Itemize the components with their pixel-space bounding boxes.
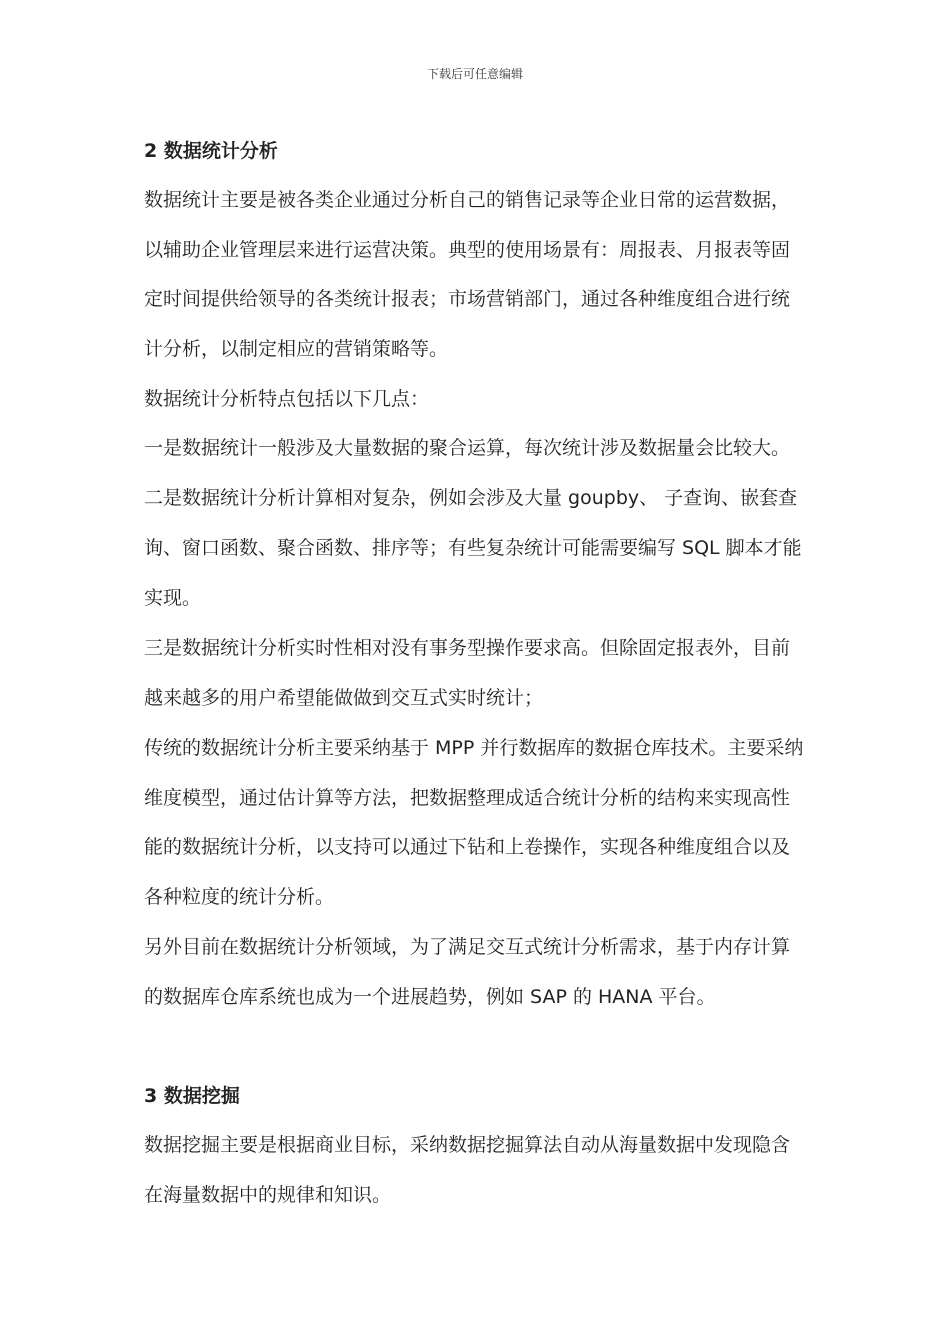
paragraph-line: 在海量数据中的规律和知识。 (144, 1184, 392, 1206)
paragraph-line: 各种粒度的统计分析。 (144, 886, 335, 908)
paragraph-line: 三是数据统计分析实时性相对没有事务型操作要求高。但除固定报表外，目前 (144, 637, 791, 659)
paragraph-line: 二是数据统计分析计算相对复杂，例如会涉及大量 goupby、 子查询、嵌套查 (144, 487, 798, 509)
paragraph-line: 计分析，以制定相应的营销策略等。 (144, 338, 449, 360)
section-heading-data-mining: 3 数据挖掘 (144, 1085, 240, 1107)
paragraph-line: 数据挖掘主要是根据商业目标，采纳数据挖掘算法自动从海量数据中发现隐含 (144, 1134, 791, 1156)
section-heading-statistics: 2 数据统计分析 (144, 140, 278, 162)
paragraph-line: 的数据库仓库系统也成为一个进展趋势，例如 SAP 的 HANA 平台。 (144, 986, 716, 1008)
paragraph-line: 以辅助企业管理层来进行运营决策。典型的使用场景有：周报表、月报表等固 (144, 239, 791, 261)
paragraph-line: 维度模型，通过估计算等方法，把数据整理成适合统计分析的结构来实现高性 (144, 787, 791, 809)
paragraph-line: 传统的数据统计分析主要采纳基于 MPP 并行数据库的数据仓库技术。主要采纳 (144, 737, 804, 759)
paragraph-line: 数据统计分析特点包括以下几点： (144, 388, 430, 410)
paragraph-line: 实现。 (144, 587, 202, 609)
paragraph-line: 询、窗口函数、聚合函数、排序等；有些复杂统计可能需要编写 SQL 脚本才能 (144, 537, 802, 559)
paragraph-line: 能的数据统计分析，以支持可以通过下钻和上卷操作，实现各种维度组合以及 (144, 836, 791, 858)
paragraph-line: 一是数据统计一般涉及大量数据的聚合运算，每次统计涉及数据量会比较大。 (144, 437, 791, 459)
page-header-note: 下载后可任意编辑 (426, 67, 523, 81)
paragraph-line: 越来越多的用户希望能做做到交互式实时统计； (144, 687, 544, 709)
paragraph-line: 定时间提供给领导的各类统计报表；市场营销部门，通过各种维度组合进行统 (144, 288, 791, 310)
paragraph-line: 另外目前在数据统计分析领域，为了满足交互式统计分析需求，基于内存计算 (144, 936, 791, 958)
paragraph-line: 数据统计主要是被各类企业通过分析自己的销售记录等企业日常的运营数据， (144, 189, 791, 211)
